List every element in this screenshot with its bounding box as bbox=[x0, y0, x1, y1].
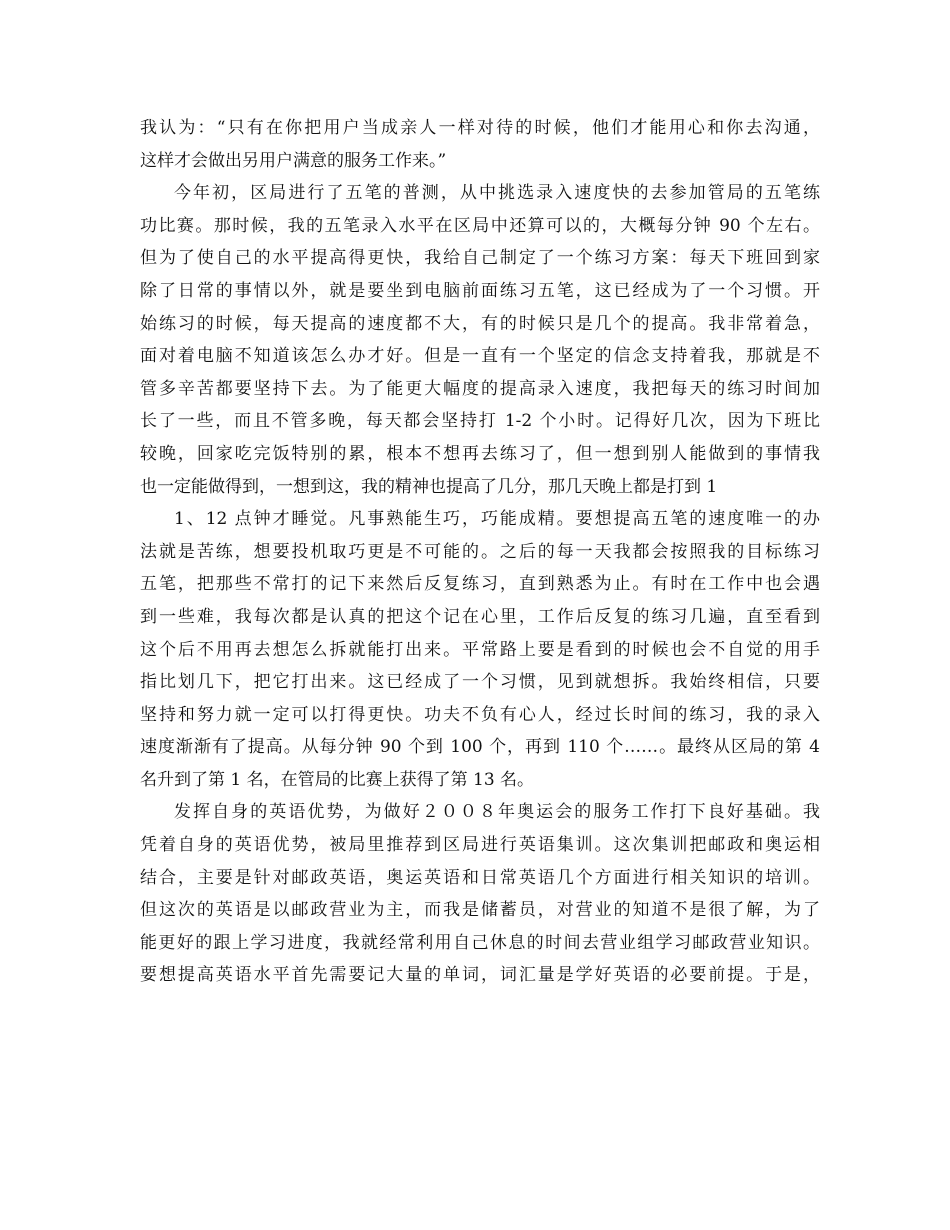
text-line: 但为了使自己的水平提高得更快，我给自己制定了一个练习方案：每天下班回到家 bbox=[140, 248, 820, 269]
text-line: 管多辛苦都要坚持下去。为了能更大幅度的提高录入速度，我把每天的练习时间加 bbox=[140, 378, 820, 399]
text-line: 速度渐渐有了提高。从每分钟 90 个到 100 个，再到 110 个……。最终从区局的第 4 bbox=[140, 737, 820, 758]
text-line: 发挥自身的英语优势，为做好２００８年奥运会的服务工作打下良好基础。我 bbox=[174, 802, 820, 823]
text-line: 要想提高英语水平首先需要记大量的单词，词汇量是学好英语的必要前提。于是， bbox=[140, 965, 820, 986]
text-line: 始练习的时候，每天提高的速度都不大，有的时候只是几个的提高。我非常着急， bbox=[140, 313, 820, 334]
text-line: 今年初，区局进行了五笔的普测，从中挑选录入速度快的去参加管局的五笔练 bbox=[174, 183, 820, 204]
text-line: 1、12 点钟才睡觉。凡事熟能生巧，巧能成精。要想提高五笔的速度唯一的办 bbox=[174, 509, 820, 530]
paragraph-2 bbox=[140, 177, 820, 503]
text-line: 结合，主要是针对邮政英语，奥运英语和日常英语几个方面进行相关知识的培训。 bbox=[140, 867, 820, 888]
text-line: 较晚，回家吃完饭特别的累，根本不想再去练习了，但一想到别人能做到的事情我 bbox=[140, 443, 820, 464]
text-line: 这样才会做出另用户满意的服务工作来。” bbox=[140, 150, 447, 171]
text-line: 能更好的跟上学习进度，我就经常利用自己休息的时间去营业组学习邮政营业知识。 bbox=[140, 932, 820, 953]
paragraph-4 bbox=[140, 796, 820, 992]
text-line: 也一定能做得到，一想到这，我的精神也提高了几分，那几天晚上都是打到 1 bbox=[140, 476, 718, 497]
text-line: 除了日常的事情以外，就是要坐到电脑前面练习五笔，这已经成为了一个习惯。开 bbox=[140, 280, 820, 301]
paragraph-1 bbox=[140, 112, 820, 177]
text-line: 到一些难，我每次都是认真的把这个记在心里，工作后反复的练习几遍，直至看到 bbox=[140, 606, 820, 627]
text-line: 但这次的英语是以邮政营业为主，而我是储蓄员，对营业的知道不是很了解，为了 bbox=[140, 900, 820, 921]
text-line: 面对着电脑不知道该怎么办才好。但是一直有一个坚定的信念支持着我，那就是不 bbox=[140, 346, 820, 367]
text-line: 五笔，把那些不常打的记下来然后反复练习，直到熟悉为止。有时在工作中也会遇 bbox=[140, 574, 820, 595]
text-line: 凭着自身的英语优势，被局里推荐到区局进行英语集训。这次集训把邮政和奥运相 bbox=[140, 835, 820, 856]
paragraph-3 bbox=[140, 503, 820, 796]
text-line: 指比划几下，把它打出来。这已经成了一个习惯，见到就想拆。我始终相信，只要 bbox=[140, 672, 820, 693]
text-line: 功比赛。那时候，我的五笔录入水平在区局中还算可以的，大概每分钟 90 个左右。 bbox=[140, 215, 820, 236]
text-line: 长了一些，而且不管多晚，每天都会坚持打 1-2 个小时。记得好几次，因为下班比 bbox=[140, 411, 820, 432]
text-line: 法就是苦练，想要投机取巧更是不可能的。之后的每一天我都会按照我的目标练习 bbox=[140, 541, 820, 562]
text-line: 这个后不用再去想怎么拆就能打出来。平常路上要是看到的时候也会不自觉的用手 bbox=[140, 639, 820, 660]
text-line: 坚持和努力就一定可以打得更快。功夫不负有心人，经过长时间的练习，我的录入 bbox=[140, 704, 820, 725]
text-line: 我认为：“只有在你把用户当成亲人一样对待的时候，他们才能用心和你去沟通， bbox=[140, 118, 820, 138]
document-page bbox=[140, 112, 820, 992]
text-line: 名升到了第 1 名，在管局的比赛上获得了第 13 名。 bbox=[140, 769, 535, 790]
